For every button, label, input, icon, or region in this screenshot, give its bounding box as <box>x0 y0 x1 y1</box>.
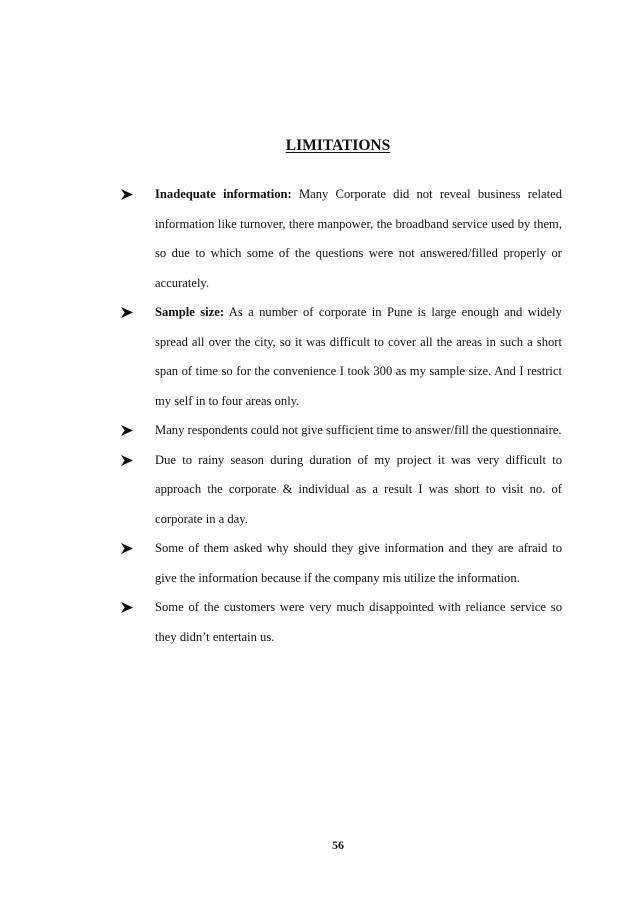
page-number: 56 <box>332 838 344 852</box>
limitations-list <box>120 180 562 652</box>
item-text: As a number of corporate in Pune is large enough and widely spread all over the city, so it was difficult to cover all the areas in such a short span of time so for the convenience I took 300 as my sample size. And I restrict my self in to four areas only. <box>155 305 562 408</box>
item-text: Due to rainy season during duration of my project it was very difficult to approach the corporate & individual as a result I was short to visit no. of corporate in a day. <box>155 452 562 526</box>
list-item-customer-disappointment <box>120 593 562 652</box>
list-item-information-concerns <box>120 534 562 593</box>
item-lead: Sample size: <box>155 305 225 319</box>
arrowhead-bullet-icon <box>121 593 135 623</box>
item-text: Some of them asked why should they give information and they are afraid to give the information because if the company mis utilize the information. <box>155 541 562 585</box>
list-item-rainy-season <box>120 446 562 535</box>
list-item-sample-size <box>120 298 562 416</box>
item-text: Some of the customers were very much disappointed with reliance service so they didn’t entertain us. <box>155 600 562 644</box>
arrowhead-bullet-icon <box>121 180 135 210</box>
item-lead: Inadequate information: <box>155 187 292 201</box>
arrowhead-bullet-icon <box>121 446 135 476</box>
list-item-respondent-time <box>120 416 562 446</box>
item-text: Many Corporate did not reveal business related information like turnover, there manpower, the broadband service used by them, so due to which some of the questions were not answered/filled properly or accurately. <box>155 187 563 290</box>
arrowhead-bullet-icon <box>121 534 135 564</box>
arrowhead-bullet-icon <box>121 416 135 446</box>
item-text: Many respondents could not give sufficient time to answer/fill the questionnaire. <box>155 423 562 437</box>
list-item-inadequate-information <box>120 180 562 298</box>
arrowhead-bullet-icon <box>121 298 135 328</box>
page-title: LIMITATIONS <box>285 137 391 154</box>
